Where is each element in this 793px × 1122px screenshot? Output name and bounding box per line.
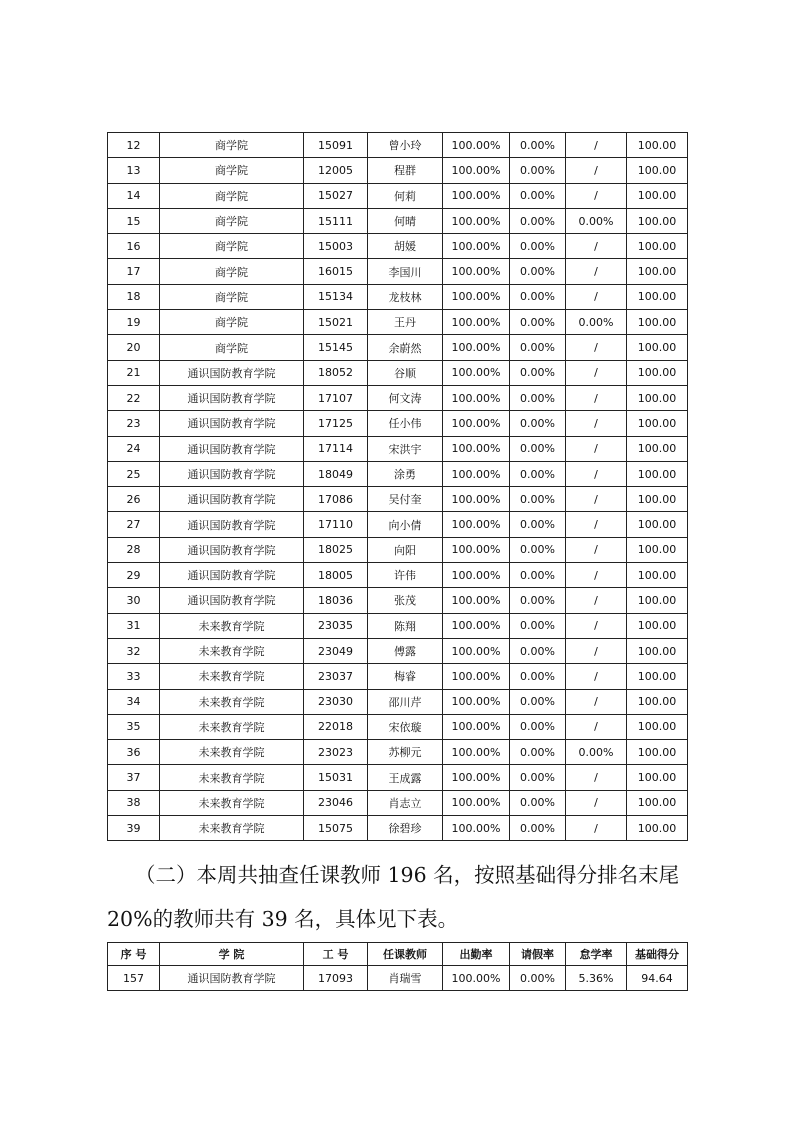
cell-leave: 0.00% [510, 208, 566, 233]
cell-id: 15075 [304, 816, 368, 841]
cell-score: 100.00 [627, 563, 688, 588]
cell-id: 22018 [304, 714, 368, 739]
cell-name: 宋依璇 [368, 714, 443, 739]
cell-attendance: 100.00% [443, 613, 510, 638]
cell-no: 38 [108, 790, 160, 815]
cell-id: 15031 [304, 765, 368, 790]
cell-no: 14 [108, 183, 160, 208]
cell-college: 商学院 [160, 284, 304, 309]
cell-score: 100.00 [627, 234, 688, 259]
table-row [108, 664, 688, 689]
cell-attendance: 100.00% [443, 765, 510, 790]
cell-no: 19 [108, 310, 160, 335]
cell-name: 许伟 [368, 563, 443, 588]
cell-college: 商学院 [160, 310, 304, 335]
cell-leave: 0.00% [510, 335, 566, 360]
cell-college: 通识国防教育学院 [160, 487, 304, 512]
cell-no: 25 [108, 461, 160, 486]
cell-absence: / [566, 284, 627, 309]
cell-attendance: 100.00% [443, 411, 510, 436]
cell-name: 王丹 [368, 310, 443, 335]
cell-name: 向阳 [368, 537, 443, 562]
cell-score: 100.00 [627, 740, 688, 765]
cell-no: 27 [108, 512, 160, 537]
header-absence: 怠学率 [566, 943, 627, 966]
cell-leave: 0.00% [510, 310, 566, 335]
cell-attendance: 100.00% [443, 563, 510, 588]
cell-score: 100.00 [627, 158, 688, 183]
cell-leave: 0.00% [510, 689, 566, 714]
bottom-teacher-table [107, 942, 688, 991]
cell-college: 未来教育学院 [160, 664, 304, 689]
cell-no: 32 [108, 638, 160, 663]
cell-no: 34 [108, 689, 160, 714]
cell-name: 胡媛 [368, 234, 443, 259]
cell-name: 余蔚然 [368, 335, 443, 360]
cell-name: 徐碧珍 [368, 816, 443, 841]
cell-no: 16 [108, 234, 160, 259]
cell-no: 15 [108, 208, 160, 233]
cell-college: 未来教育学院 [160, 816, 304, 841]
cell-absence: / [566, 790, 627, 815]
cell-no: 20 [108, 335, 160, 360]
cell-score: 100.00 [627, 385, 688, 410]
cell-absence: / [566, 183, 627, 208]
cell-college: 通识国防教育学院 [160, 537, 304, 562]
header-id: 工 号 [304, 943, 368, 966]
cell-absence: 5.36% [566, 966, 627, 991]
cell-absence: / [566, 638, 627, 663]
cell-college: 通识国防教育学院 [160, 563, 304, 588]
cell-absence: / [566, 816, 627, 841]
cell-college: 商学院 [160, 183, 304, 208]
cell-id: 15145 [304, 335, 368, 360]
cell-college: 未来教育学院 [160, 638, 304, 663]
cell-college: 未来教育学院 [160, 714, 304, 739]
cell-absence: / [566, 436, 627, 461]
cell-college: 未来教育学院 [160, 765, 304, 790]
table-row [108, 335, 688, 360]
table-row [108, 436, 688, 461]
cell-leave: 0.00% [510, 411, 566, 436]
cell-no: 28 [108, 537, 160, 562]
cell-name: 张茂 [368, 588, 443, 613]
cell-college: 通识国防教育学院 [160, 966, 304, 991]
cell-attendance: 100.00% [443, 714, 510, 739]
cell-absence: / [566, 613, 627, 638]
cell-score: 100.00 [627, 537, 688, 562]
cell-name: 陈翔 [368, 613, 443, 638]
cell-leave: 0.00% [510, 158, 566, 183]
cell-name: 何晴 [368, 208, 443, 233]
cell-attendance: 100.00% [443, 183, 510, 208]
cell-absence: 0.00% [566, 310, 627, 335]
cell-score: 100.00 [627, 714, 688, 739]
cell-name: 肖瑞雪 [368, 966, 443, 991]
cell-id: 15134 [304, 284, 368, 309]
cell-absence: / [566, 537, 627, 562]
table-row [108, 183, 688, 208]
cell-leave: 0.00% [510, 284, 566, 309]
cell-absence: / [566, 234, 627, 259]
cell-college: 商学院 [160, 133, 304, 158]
table-row [108, 208, 688, 233]
cell-name: 王成露 [368, 765, 443, 790]
cell-attendance: 100.00% [443, 310, 510, 335]
cell-score: 100.00 [627, 310, 688, 335]
cell-leave: 0.00% [510, 133, 566, 158]
cell-no: 157 [108, 966, 160, 991]
cell-id: 17086 [304, 487, 368, 512]
table-row [108, 588, 688, 613]
cell-attendance: 100.00% [443, 588, 510, 613]
table-row [108, 689, 688, 714]
cell-no: 17 [108, 259, 160, 284]
cell-leave: 0.00% [510, 512, 566, 537]
cell-attendance: 100.00% [443, 385, 510, 410]
cell-college: 未来教育学院 [160, 790, 304, 815]
cell-college: 商学院 [160, 335, 304, 360]
cell-college: 通识国防教育学院 [160, 411, 304, 436]
cell-id: 17093 [304, 966, 368, 991]
cell-attendance: 100.00% [443, 638, 510, 663]
cell-no: 33 [108, 664, 160, 689]
header-attendance: 出勤率 [443, 943, 510, 966]
cell-leave: 0.00% [510, 537, 566, 562]
cell-id: 15091 [304, 133, 368, 158]
cell-leave: 0.00% [510, 563, 566, 588]
cell-college: 通识国防教育学院 [160, 385, 304, 410]
cell-leave: 0.00% [510, 664, 566, 689]
cell-absence: / [566, 158, 627, 183]
cell-name: 吴付奎 [368, 487, 443, 512]
table-row [108, 487, 688, 512]
table-row [108, 259, 688, 284]
cell-absence: / [566, 335, 627, 360]
cell-score: 100.00 [627, 816, 688, 841]
table-row [108, 284, 688, 309]
cell-name: 任小伟 [368, 411, 443, 436]
cell-attendance: 100.00% [443, 208, 510, 233]
bottom-table-body [108, 966, 688, 991]
cell-id: 16015 [304, 259, 368, 284]
cell-id: 18005 [304, 563, 368, 588]
cell-leave: 0.00% [510, 259, 566, 284]
cell-attendance: 100.00% [443, 664, 510, 689]
table-row [108, 385, 688, 410]
cell-college: 通识国防教育学院 [160, 588, 304, 613]
cell-id: 23046 [304, 790, 368, 815]
cell-attendance: 100.00% [443, 537, 510, 562]
cell-no: 21 [108, 360, 160, 385]
cell-leave: 0.00% [510, 436, 566, 461]
cell-score: 100.00 [627, 208, 688, 233]
cell-attendance: 100.00% [443, 133, 510, 158]
cell-leave: 0.00% [510, 385, 566, 410]
cell-name: 谷顺 [368, 360, 443, 385]
cell-leave: 0.00% [510, 638, 566, 663]
table-row [108, 133, 688, 158]
cell-score: 100.00 [627, 436, 688, 461]
table-row [108, 461, 688, 486]
cell-college: 商学院 [160, 234, 304, 259]
cell-no: 30 [108, 588, 160, 613]
cell-no: 35 [108, 714, 160, 739]
cell-leave: 0.00% [510, 966, 566, 991]
cell-id: 18049 [304, 461, 368, 486]
cell-score: 100.00 [627, 588, 688, 613]
cell-id: 17107 [304, 385, 368, 410]
cell-attendance: 100.00% [443, 360, 510, 385]
cell-attendance: 100.00% [443, 234, 510, 259]
table-row [108, 563, 688, 588]
header-score: 基础得分 [627, 943, 688, 966]
cell-absence: / [566, 588, 627, 613]
cell-leave: 0.00% [510, 360, 566, 385]
table-row [108, 740, 688, 765]
cell-no: 36 [108, 740, 160, 765]
header-no: 序 号 [108, 943, 160, 966]
cell-absence: / [566, 133, 627, 158]
cell-attendance: 100.00% [443, 284, 510, 309]
cell-leave: 0.00% [510, 461, 566, 486]
cell-score: 100.00 [627, 335, 688, 360]
cell-leave: 0.00% [510, 740, 566, 765]
header-college: 学 院 [160, 943, 304, 966]
cell-college: 未来教育学院 [160, 613, 304, 638]
cell-attendance: 100.00% [443, 790, 510, 815]
cell-no: 39 [108, 816, 160, 841]
cell-score: 100.00 [627, 183, 688, 208]
cell-college: 通识国防教育学院 [160, 360, 304, 385]
summary-line-1: （二）本周共抽查任课教师 196 名，按照基础得分排名末尾 [135, 863, 680, 887]
cell-attendance: 100.00% [443, 740, 510, 765]
cell-attendance: 100.00% [443, 512, 510, 537]
cell-score: 100.00 [627, 284, 688, 309]
cell-absence: / [566, 461, 627, 486]
cell-name: 梅睿 [368, 664, 443, 689]
cell-college: 通识国防教育学院 [160, 436, 304, 461]
cell-attendance: 100.00% [443, 259, 510, 284]
cell-id: 17110 [304, 512, 368, 537]
cell-attendance: 100.00% [443, 335, 510, 360]
header-teacher: 任课教师 [368, 943, 443, 966]
cell-name: 何莉 [368, 183, 443, 208]
cell-college: 未来教育学院 [160, 740, 304, 765]
cell-id: 18036 [304, 588, 368, 613]
cell-leave: 0.00% [510, 183, 566, 208]
cell-leave: 0.00% [510, 790, 566, 815]
cell-absence: / [566, 487, 627, 512]
cell-attendance: 100.00% [443, 689, 510, 714]
cell-name: 邵川芹 [368, 689, 443, 714]
cell-attendance: 100.00% [443, 158, 510, 183]
cell-no: 31 [108, 613, 160, 638]
cell-score: 100.00 [627, 638, 688, 663]
cell-id: 15003 [304, 234, 368, 259]
cell-score: 100.00 [627, 765, 688, 790]
cell-score: 100.00 [627, 411, 688, 436]
cell-absence: / [566, 411, 627, 436]
cell-attendance: 100.00% [443, 816, 510, 841]
table-header-row [108, 943, 688, 966]
cell-college: 未来教育学院 [160, 689, 304, 714]
cell-name: 宋洪宇 [368, 436, 443, 461]
table-row [108, 512, 688, 537]
cell-leave: 0.00% [510, 816, 566, 841]
table-row [108, 360, 688, 385]
cell-no: 22 [108, 385, 160, 410]
cell-id: 18052 [304, 360, 368, 385]
cell-absence: / [566, 259, 627, 284]
cell-leave: 0.00% [510, 487, 566, 512]
cell-no: 26 [108, 487, 160, 512]
cell-absence: / [566, 512, 627, 537]
cell-absence: / [566, 385, 627, 410]
teacher-table-body [108, 133, 688, 841]
cell-score: 100.00 [627, 664, 688, 689]
cell-no: 37 [108, 765, 160, 790]
cell-name: 傅露 [368, 638, 443, 663]
cell-score: 100.00 [627, 512, 688, 537]
cell-attendance: 100.00% [443, 461, 510, 486]
cell-score: 100.00 [627, 461, 688, 486]
cell-no: 12 [108, 133, 160, 158]
cell-no: 13 [108, 158, 160, 183]
table-row [108, 310, 688, 335]
cell-id: 17114 [304, 436, 368, 461]
table-row [108, 714, 688, 739]
cell-id: 23030 [304, 689, 368, 714]
summary-line-2: 20%的教师共有 39 名，具体见下表。 [107, 907, 459, 931]
table-row [108, 158, 688, 183]
cell-id: 18025 [304, 537, 368, 562]
cell-absence: / [566, 563, 627, 588]
cell-id: 23037 [304, 664, 368, 689]
table-row [108, 790, 688, 815]
table-row [108, 765, 688, 790]
cell-id: 23023 [304, 740, 368, 765]
cell-attendance: 100.00% [443, 487, 510, 512]
cell-absence: / [566, 765, 627, 790]
cell-id: 15111 [304, 208, 368, 233]
cell-college: 商学院 [160, 208, 304, 233]
cell-college: 商学院 [160, 259, 304, 284]
table-row [108, 613, 688, 638]
cell-name: 李国川 [368, 259, 443, 284]
cell-score: 100.00 [627, 689, 688, 714]
cell-id: 15027 [304, 183, 368, 208]
cell-score: 100.00 [627, 360, 688, 385]
cell-absence: / [566, 714, 627, 739]
cell-score: 94.64 [627, 966, 688, 991]
cell-no: 24 [108, 436, 160, 461]
cell-id: 23049 [304, 638, 368, 663]
cell-name: 苏柳元 [368, 740, 443, 765]
cell-leave: 0.00% [510, 714, 566, 739]
cell-no: 18 [108, 284, 160, 309]
cell-college: 通识国防教育学院 [160, 461, 304, 486]
cell-attendance: 100.00% [443, 966, 510, 991]
table-row [108, 638, 688, 663]
cell-leave: 0.00% [510, 613, 566, 638]
cell-id: 17125 [304, 411, 368, 436]
table-row [108, 411, 688, 436]
cell-attendance: 100.00% [443, 436, 510, 461]
cell-absence: / [566, 689, 627, 714]
table-row [108, 816, 688, 841]
cell-id: 12005 [304, 158, 368, 183]
cell-score: 100.00 [627, 259, 688, 284]
cell-absence: 0.00% [566, 740, 627, 765]
cell-absence: / [566, 360, 627, 385]
cell-no: 29 [108, 563, 160, 588]
cell-name: 程群 [368, 158, 443, 183]
cell-score: 100.00 [627, 613, 688, 638]
cell-name: 涂勇 [368, 461, 443, 486]
cell-leave: 0.00% [510, 234, 566, 259]
cell-name: 肖志立 [368, 790, 443, 815]
cell-no: 23 [108, 411, 160, 436]
cell-college: 通识国防教育学院 [160, 512, 304, 537]
cell-college: 商学院 [160, 158, 304, 183]
cell-score: 100.00 [627, 790, 688, 815]
cell-score: 100.00 [627, 487, 688, 512]
cell-leave: 0.00% [510, 588, 566, 613]
table-row [108, 966, 688, 991]
cell-name: 龙枝林 [368, 284, 443, 309]
cell-id: 23035 [304, 613, 368, 638]
cell-name: 曾小玲 [368, 133, 443, 158]
table-row [108, 234, 688, 259]
cell-absence: / [566, 664, 627, 689]
cell-name: 向小倩 [368, 512, 443, 537]
cell-id: 15021 [304, 310, 368, 335]
header-leave: 请假率 [510, 943, 566, 966]
cell-leave: 0.00% [510, 765, 566, 790]
cell-name: 何文涛 [368, 385, 443, 410]
cell-absence: 0.00% [566, 208, 627, 233]
teacher-table-continued [107, 132, 688, 841]
cell-score: 100.00 [627, 133, 688, 158]
table-row [108, 537, 688, 562]
